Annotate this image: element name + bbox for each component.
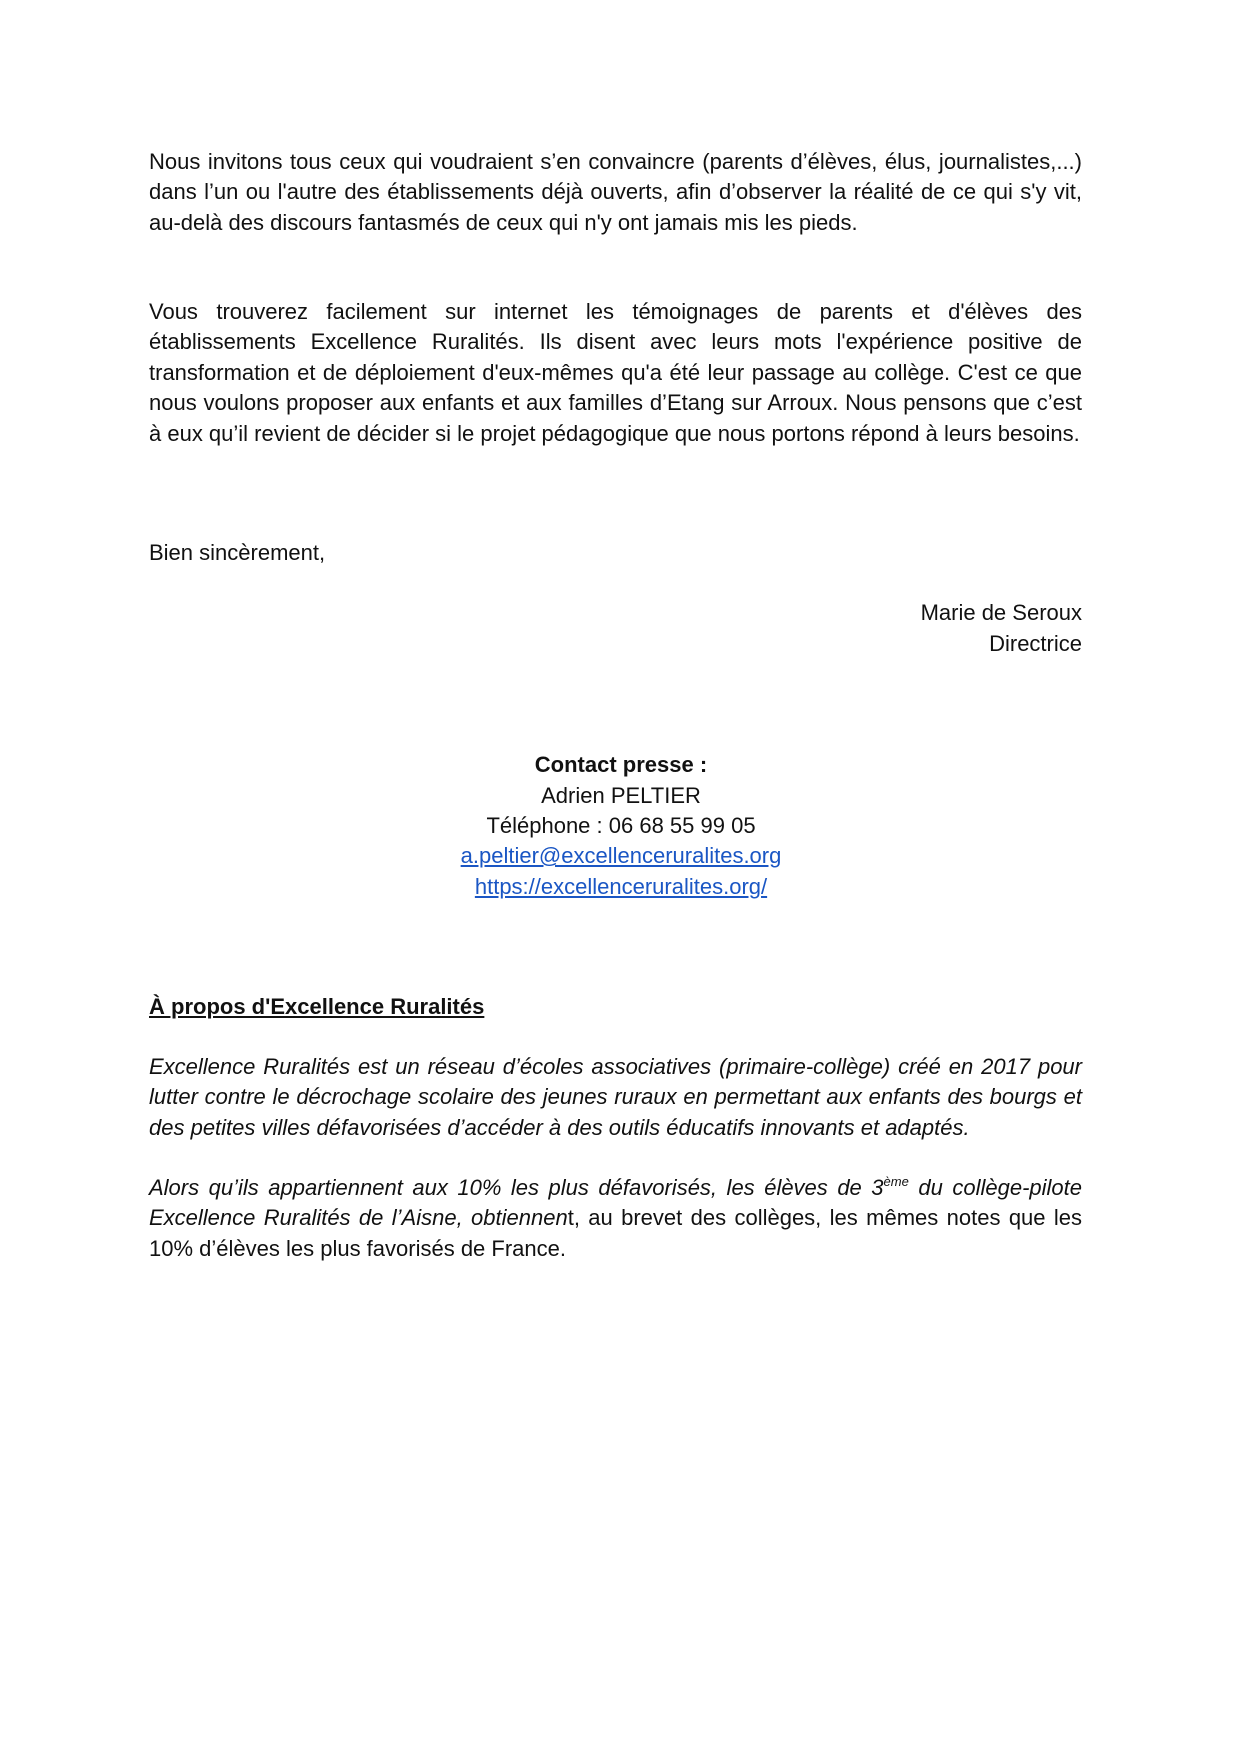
closing-salutation: Bien sincèrement, <box>149 540 326 565</box>
about-paragraph-network: Excellence Ruralités est un réseau d’écoles associatives (primaire-collège) créé en 2017 pour lutter contre le décrochage scolaire des jeunes ruraux en permettant aux enfants des bourgs et des petites villes défavorisées d’accéder à des outils éducatifs innovants et adaptés. <box>149 1054 1082 1140</box>
about-section-heading: À propos d'Excellence Ruralités <box>149 994 485 1019</box>
body-paragraph-invitation: Nous invitons tous ceux qui voudraient s’en convaincre (parents d’élèves, élus, journalistes,...) dans l’un ou l'autre des établissements déjà ouverts, afin d’observer la réalité de ce qui s'y vit, au-delà des discours fantasmés de ceux qui n'y ont jamais mis les pieds. <box>149 149 1082 235</box>
press-contact-website-row <box>0 872 1242 902</box>
press-contact-name: Adrien PELTIER <box>541 783 701 808</box>
about-results-superscript: ème <box>883 1174 909 1189</box>
body-paragraph-testimonials: Vous trouverez facilement sur internet les témoignages de parents et d'élèves des établissements Excellence Ruralités. Ils disent avec leurs mots l'expérience positive de transformation et de déploiement d'eux-mêmes qu'a été leur passage au collège. C'est ce que nous voulons proposer aux enfants et aux familles d’Etang sur Arroux. Nous pensons que c’est à eux qu’il revient de décider si le projet pédagogique que nous portons répond à leurs besoins. <box>149 299 1082 446</box>
about-results-text-c: t, au brevet des collèges, les mêmes notes que les 10% d’élèves les plus favorisés de France. <box>149 1205 1083 1261</box>
press-contact-heading: Contact presse : <box>534 752 708 777</box>
press-contact-phone: Téléphone : 06 68 55 99 05 <box>486 813 756 838</box>
press-contact-email-row <box>0 841 1242 871</box>
signature-name: Marie de Seroux <box>920 600 1082 625</box>
about-results-text-a: Alors qu’ils appartiennent aux 10% les plus défavorisés, les élèves de 3 <box>149 1175 884 1200</box>
about-paragraph-results <box>149 1173 1082 1264</box>
press-contact-email-link[interactable]: a.peltier@excellenceruralites.org <box>460 843 782 868</box>
signature-role: Directrice <box>989 631 1082 656</box>
about-results-text-b: du collège-pilote Excellence Ruralités de l’Aisne, obtiennen <box>149 1175 1082 1231</box>
press-contact-website-link[interactable]: https://excellenceruralites.org/ <box>474 874 768 899</box>
